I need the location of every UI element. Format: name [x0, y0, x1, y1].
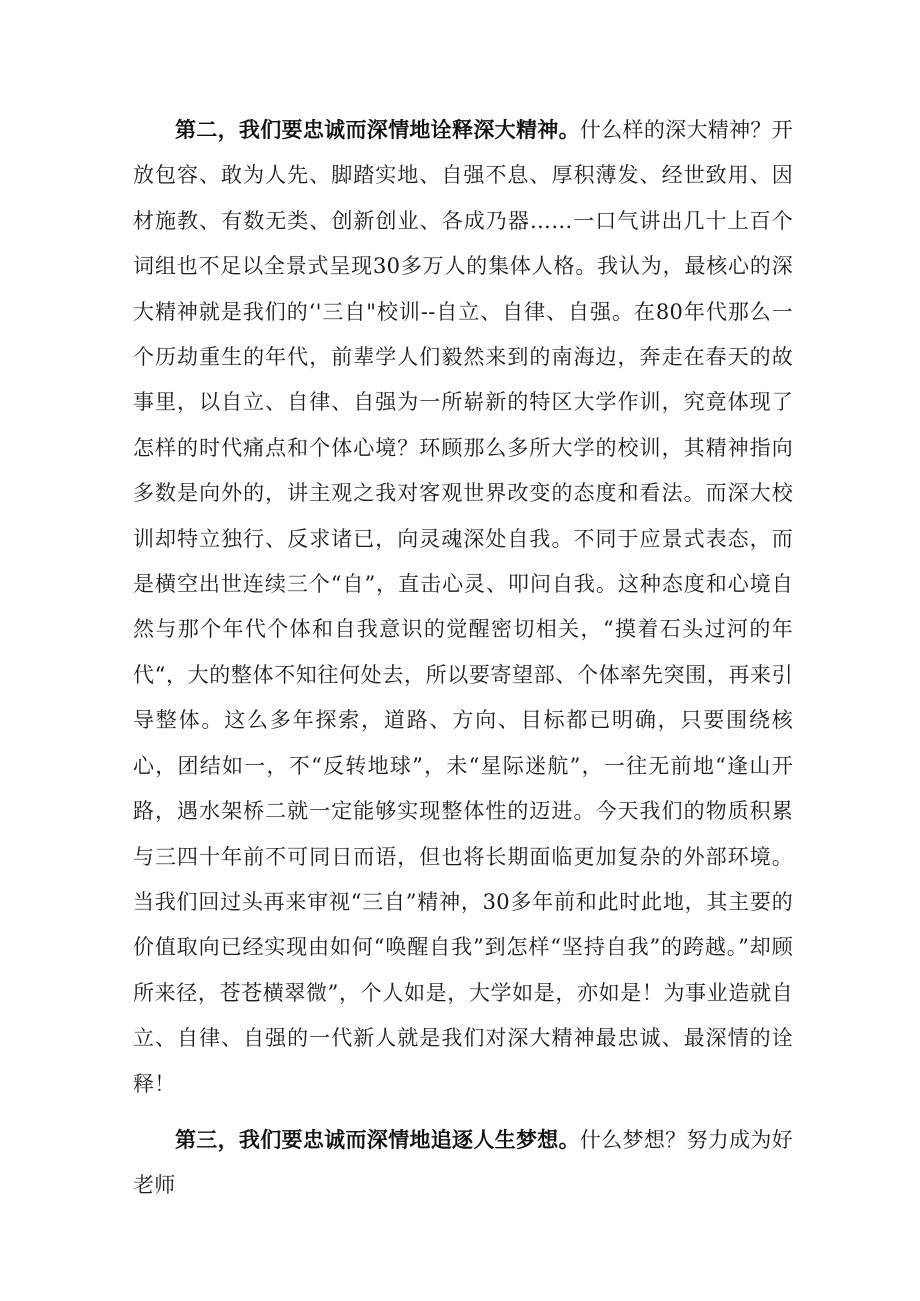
paragraph-lead-heading: 第三，我们要忠诚而深情地追逐人生梦想。: [175, 1128, 580, 1152]
paragraph-body-text: 什么梦想？努力成为好老师: [133, 1128, 794, 1198]
paragraph-third-point: [133, 1118, 793, 1209]
paragraph-lead-heading: 第二，我们要忠诚而深情地诠释深大精神。: [175, 118, 580, 142]
paragraph-body-text: 什么样的深大精神？开放包容、敢为人先、脚踏实地、自强不息、厚积薄发、经世致用、因材施教、有数无类、创新创业、各成乃器……一口气讲出几十上百个词组也不足以全景式呈现30多万人的集体人格。我认为，最核心的深大精神就是我们的‘'三自"校训--自立、自律、自强。在80年代那么一个历劫重生的年代，前辈学人们毅然来到的南海边，奔走在春天的故事里，以自立、自律、自强为一所崭新的特区大学作训，究竟体现了怎样的时代痛点和个体心境？环顾那么多所大学的校训，其精神指向多数是向外的，讲主观之我对客观世界改变的态度和看法。而深大校训却特立独行、反求诸已，向灵魂深处自我。不同于应景式表态，而是横空出世连续三个“自”，直击心灵、叩问自我。这种态度和心境自然与那个年代个体和自我意识的觉醒密切相关，“摸着石头过河的年代“，大的整体不知往何处去，所以要寄望部、个体率先突围，再来引导整体。这么多年探索，道路、方向、目标都已明确，只要围绕核心，团结如一，不“反转地球”，未“星际迷航”，一往无前地“逢山开路，遇水架桥二就一定能够实现整体性的迈进。今天我们的物质积累与三四十年前不可同日而语，但也将长期面临更加复杂的外部环境。当我们回过头再来审视“三自”精神，30多年前和此时此地，其主要的价值取向已经实现由如何“唤醒自我”到怎样“坚持自我”的跨越。”却顾所来径，苍苍横翠微”，个人如是，大学如是，亦如是！为事业造就自立、自律、自强的一代新人就是我们对深大精神最忠诚、最深情的诠释！: [133, 118, 794, 1096]
paragraph-second-point: [133, 108, 793, 1107]
